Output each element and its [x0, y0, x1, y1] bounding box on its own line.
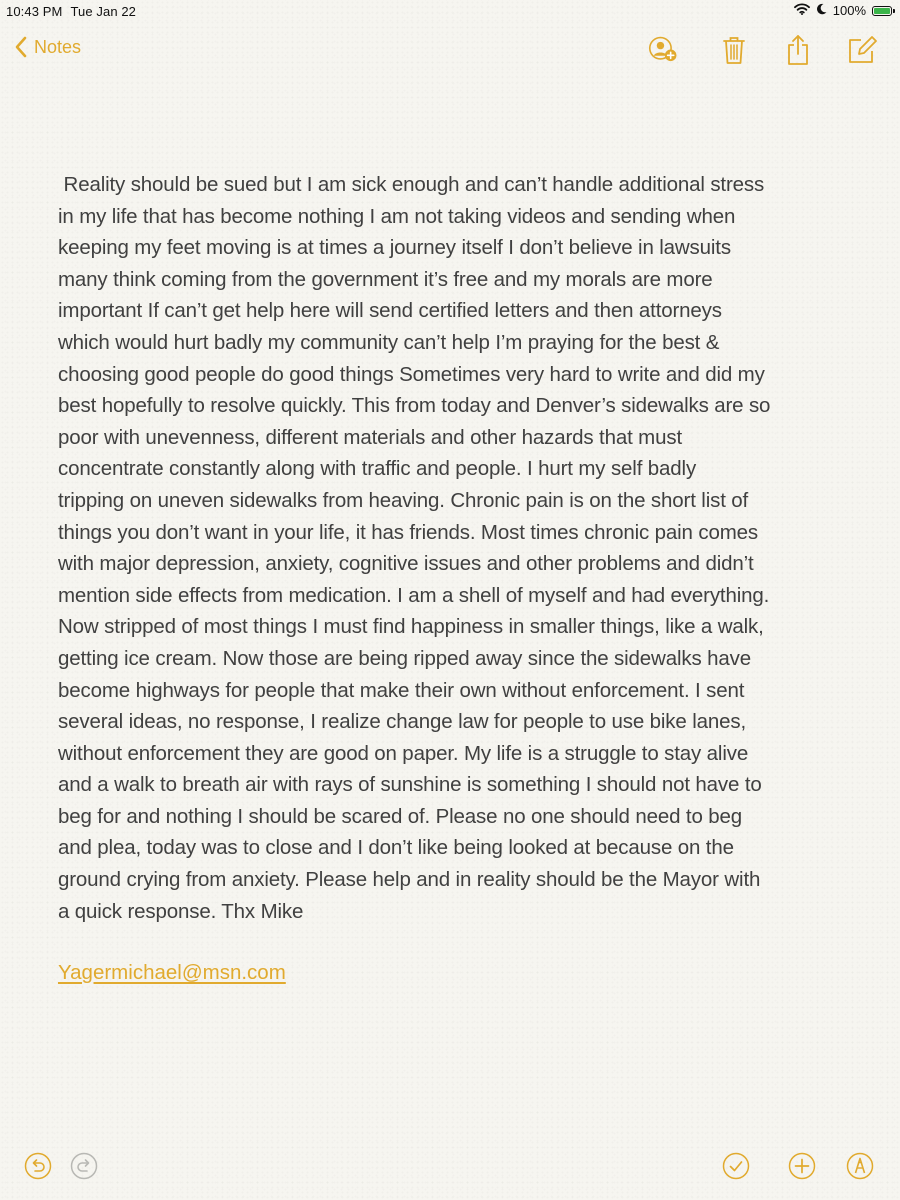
note-line: tripping on uneven sidewalks from heaving. Chronic pain is on the short list of	[58, 488, 749, 512]
redo-button[interactable]	[70, 1152, 98, 1180]
status-time-date	[6, 4, 136, 19]
add-button[interactable]	[788, 1152, 816, 1180]
note-body[interactable]	[58, 169, 858, 927]
battery-icon	[872, 6, 892, 16]
status-indicators	[794, 3, 892, 18]
note-line: ground crying from anxiety. Please help and in reality should be the Mayor with	[58, 868, 761, 892]
delete-button[interactable]	[718, 34, 750, 66]
note-line: choosing good people do good things Sometimes very hard to write and did my	[58, 362, 765, 386]
note-line: mention side effects from medication. I am a shell of myself and had everything.	[58, 583, 770, 607]
note-line: best hopefully to resolve quickly. This from today and Denver’s sidewalks are so	[58, 394, 771, 418]
markup-icon	[846, 1152, 874, 1180]
chevron-left-icon	[14, 36, 28, 58]
note-line: things you don’t want in your life, it has friends. Most times chronic pain comes	[58, 520, 758, 544]
share-icon	[786, 34, 810, 66]
note-line: poor with unevenness, different materials and other hazards that must	[58, 425, 682, 449]
wifi-icon	[794, 3, 810, 18]
note-line: many think coming from the government it’s free and my morals are more	[58, 267, 713, 291]
note-line: become highways for people that make their own without enforcement. I sent	[58, 678, 745, 702]
add-icon	[788, 1152, 816, 1180]
status-time: 10:43 PM	[6, 4, 63, 19]
checklist-button[interactable]	[722, 1152, 750, 1180]
compose-button[interactable]	[846, 34, 878, 66]
note-line: concentrate constantly along with traffic and people. I hurt my self badly	[58, 457, 697, 481]
battery-percent: 100%	[832, 3, 866, 18]
note-line: which would hurt badly my community can’t help I’m praying for the best &	[58, 330, 720, 354]
compose-icon	[847, 35, 877, 65]
battery-level	[874, 8, 890, 14]
undo-button[interactable]	[24, 1152, 52, 1180]
markup-button[interactable]	[846, 1152, 874, 1180]
note-line: important If can’t get help here will send certified letters and then attorneys	[58, 299, 722, 323]
back-button[interactable]	[14, 36, 81, 58]
note-line: with major depression, anxiety, cognitive issues and other problems and didn’t	[58, 552, 754, 576]
note-line: and plea, today was to close and I don’t like being looked at because on the	[58, 836, 734, 860]
checklist-icon	[722, 1152, 750, 1180]
note-line: several ideas, no response, I realize change law for people to use bike lanes,	[58, 710, 747, 734]
status-date: Tue Jan 22	[70, 4, 137, 19]
note-line: a quick response. Thx Mike	[58, 899, 304, 923]
share-button[interactable]	[782, 34, 814, 66]
moon-icon	[816, 3, 827, 18]
note-line: keeping my feet moving is at times a journey itself I don’t believe in lawsuits	[58, 236, 731, 260]
note-line: in my life that has become nothing I am not taking videos and sending when	[58, 204, 736, 228]
add-person-icon	[648, 34, 680, 66]
note-line: and a walk to breath air with rays of sunshine is something I should not have to	[58, 773, 762, 797]
undo-icon	[24, 1152, 52, 1180]
bottom-toolbar	[0, 1140, 900, 1200]
status-bar	[0, 0, 900, 24]
back-label: Notes	[34, 36, 82, 57]
note-line: getting ice cream. Now those are being ripped away since the sidewalks have	[58, 646, 751, 670]
note-line: Now stripped of most things I must find happiness in smaller things, like a walk,	[58, 615, 764, 639]
note-line: without enforcement they are good on paper. My life is a struggle to stay alive	[58, 741, 749, 765]
email-link[interactable]: Yagermichael@msn.com	[58, 961, 286, 984]
note-line: Reality should be sued but I am sick enough and can’t handle additional stress	[58, 173, 765, 196]
trash-icon	[722, 35, 746, 65]
note-line: beg for and nothing I should be scared of. Please no one should need to beg	[58, 804, 742, 828]
add-person-button[interactable]	[648, 34, 680, 66]
nav-bar	[0, 24, 900, 78]
redo-icon	[70, 1152, 98, 1180]
